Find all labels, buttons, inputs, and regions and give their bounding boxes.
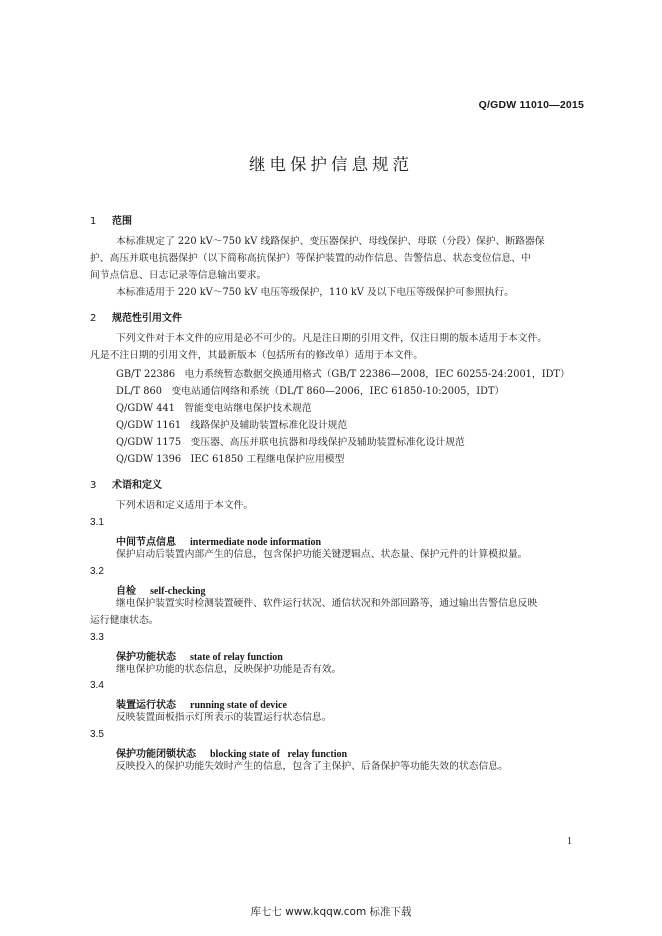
section-number: 2: [90, 313, 97, 324]
term-definition: 反映装置面板指示灯所表示的装置运行状态信息。: [116, 712, 332, 723]
term-name-zh: 自检: [116, 586, 136, 597]
section-title: 范围: [112, 216, 132, 227]
reference-code: Q/GDW 1161: [116, 420, 182, 431]
reference-title: 变电站通信网络和系统（DL/T 860—2006，IEC 61850-10:2005，IDT）: [171, 386, 505, 397]
reference-code: Q/GDW 1175: [116, 437, 182, 448]
scope-paragraph-line: 本标准规定了 220 kV～750 kV 线路保护、变压器保护、母线保护、母联（分段）保护、断路器保: [116, 236, 545, 247]
term-number: 3.5: [90, 729, 104, 740]
reference-code: GB/T 22386: [116, 369, 176, 380]
reference-item: [116, 400, 312, 414]
reference-title: 变压器、高压并联电抗器和母线保护及辅助装置标准化设计规范: [190, 437, 465, 448]
section-1-heading: [90, 212, 132, 227]
term-definition: 运行健康状态。: [90, 615, 159, 626]
document-title: 继电保护信息规范: [249, 155, 413, 174]
term-name-zh: 保护功能状态: [116, 652, 176, 663]
term-definition: 继电保护装置实时检测装置硬件、软件运行状况、通信状况和外部回路等，通过输出告警信息反映: [116, 598, 538, 609]
reference-item: [116, 434, 465, 448]
reference-item: [116, 383, 504, 397]
reference-code: DL/T 860: [116, 386, 163, 397]
term-definition: 反映投入的保护功能失效时产生的信息，包含了主保护、后备保护等功能失效的状态信息。: [116, 761, 508, 772]
term-definition: 继电保护功能的状态信息，反映保护功能是否有效。: [116, 664, 342, 675]
term-name-en: self-checking: [150, 586, 206, 597]
term-name-en: running state of device: [190, 700, 287, 711]
terms-intro: 下列术语和定义适用于本文件。: [116, 500, 254, 511]
term-name-en: blocking state of relay function: [210, 749, 348, 760]
reference-code: Q/GDW 441: [116, 403, 175, 414]
page-number: 1: [567, 836, 572, 847]
section-3-heading: [90, 476, 162, 491]
scope-applicability: 本标准适用于 220 kV～750 kV 电压等级保护，110 kV 及以下电压等级保护可参照执行。: [116, 287, 514, 298]
section-title: 术语和定义: [112, 480, 162, 491]
reference-item: [116, 417, 347, 431]
term-number: 3.3: [90, 632, 104, 643]
reference-code: Q/GDW 1396: [116, 454, 182, 465]
section-2-heading: [90, 309, 182, 324]
term-name-zh: 中间节点信息: [116, 537, 176, 548]
reference-item: [116, 451, 344, 465]
reference-title: IEC 61850 工程继电保护应用模型: [190, 454, 345, 465]
section-title: 规范性引用文件: [112, 313, 182, 324]
normative-intro-line: 下列文件对于本文件的应用是必不可少的。凡是注日期的引用文件，仅注日期的版本适用于本文件。: [116, 333, 548, 344]
term-name-zh: 装置运行状态: [116, 700, 176, 711]
term-name-en: state of relay function: [190, 652, 283, 663]
term-number: 3.2: [90, 566, 104, 577]
term-number: 3.4: [90, 680, 104, 691]
section-number: 1: [90, 216, 97, 227]
term-number: 3.1: [90, 517, 104, 528]
standard-code: Q/GDW 11010—2015: [478, 99, 584, 111]
scope-paragraph-line: 护、高压并联电抗器保护（以下简称高抗保护）等保护装置的动作信息、告警信息、状态变位信息、中: [90, 253, 531, 264]
scope-paragraph-line: 间节点信息、日志记录等信息输出要求。: [90, 270, 267, 281]
section-number: 3: [90, 480, 97, 491]
reference-title: 智能变电站继电保护技术规范: [184, 403, 312, 414]
reference-item: [116, 366, 570, 380]
normative-intro-line: 凡是不注日期的引用文件，其最新版本（包括所有的修改单）适用于本文件。: [90, 350, 424, 361]
reference-title: 电力系统暂态数据交换通用格式（GB/T 22386—2008，IEC 60255-24:2001，IDT）: [184, 369, 570, 380]
term-name-zh: 保护功能闭锁状态: [116, 749, 196, 760]
reference-title: 线路保护及辅助装置标准化设计规范: [190, 420, 348, 431]
download-footer: 库七七 www.kqqw.com 标准下载: [250, 906, 412, 918]
term-definition: 保护启动后装置内部产生的信息，包含保护功能关键逻辑点、状态量、保护元件的计算模拟量。: [116, 549, 528, 560]
term-name-en: intermediate node information: [190, 537, 322, 548]
